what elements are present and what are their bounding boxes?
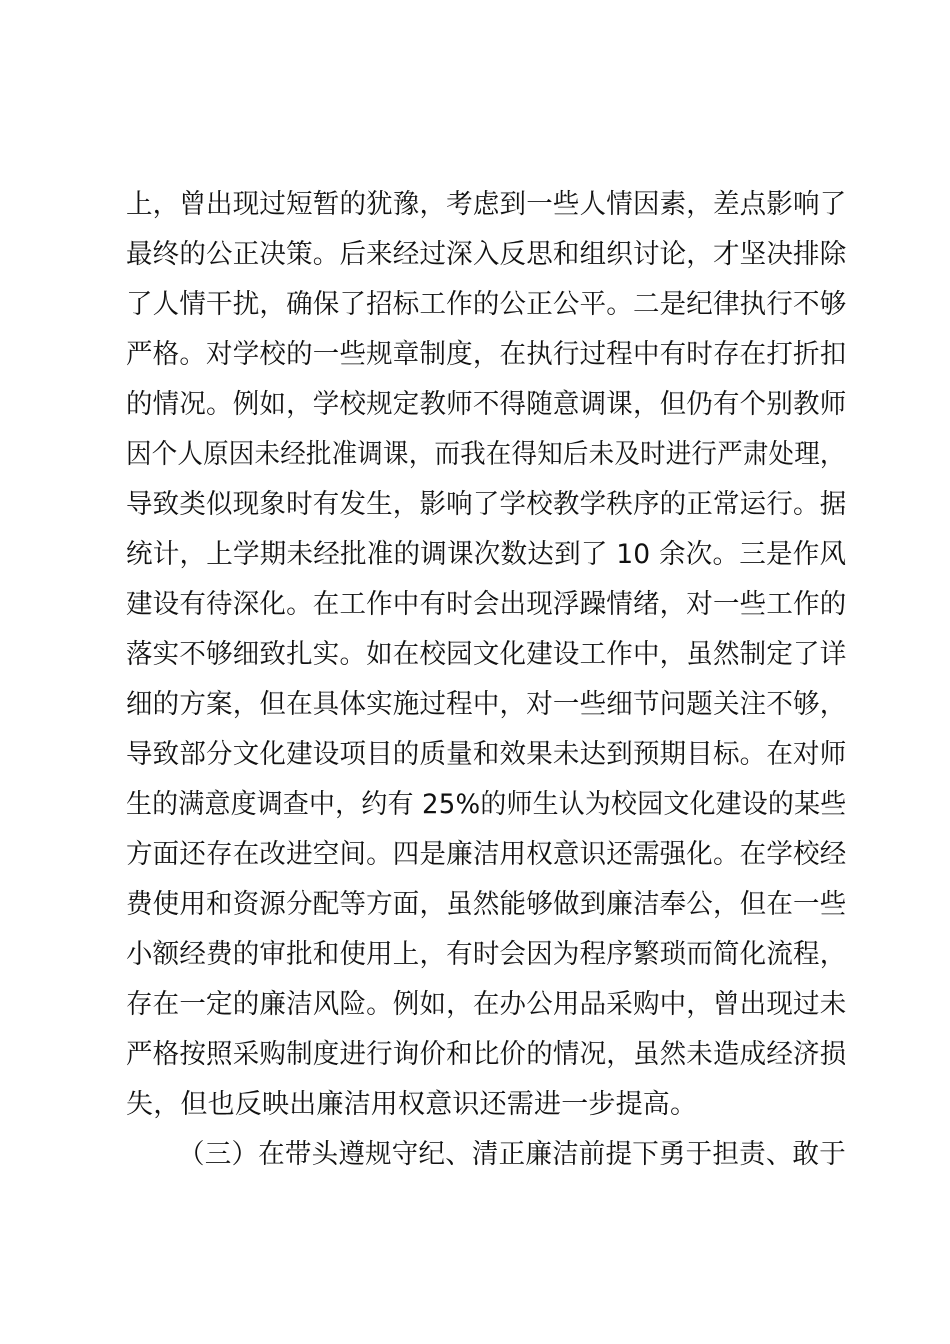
section-heading: （三）在带头遵规守纪、清正廉洁前提下勇于担责、敢于 xyxy=(178,1139,846,1170)
text-line: 小额经费的审批和使用上，有时会因为程序繁琐而简化流程， xyxy=(126,939,847,970)
text-line: 因个人原因未经批准调课，而我在得知后未及时进行严肃处理， xyxy=(126,439,846,470)
text-line: 落实不够细致扎实。如在校园文化建设工作中，虽然制定了详 xyxy=(126,639,847,670)
text-line: 最终的公正决策。后来经过深入反思和组织讨论，才坚决排除 xyxy=(126,239,847,270)
text-line: 存在一定的廉洁风险。例如，在办公用品采购中，曾出现过未 xyxy=(126,989,847,1020)
text-line: 方面还存在改进空间。四是廉洁用权意识还需强化。在学校经 xyxy=(126,839,847,870)
text-line: 的情况。例如，学校规定教师不得随意调课，但仍有个别教师 xyxy=(126,389,847,420)
text-line: 失，但也反映出廉洁用权意识还需进一步提高。 xyxy=(126,1089,698,1120)
text-line: 严格。对学校的一些规章制度，在执行过程中有时存在打折扣 xyxy=(126,339,847,370)
text-line: 细的方案，但在具体实施过程中，对一些细节问题关注不够， xyxy=(126,689,847,720)
text-line: 统计，上学期未经批准的调课次数达到了 10 余次。三是作风 xyxy=(126,539,847,570)
text-line: 建设有待深化。在工作中有时会出现浮躁情绪，对一些工作的 xyxy=(126,589,847,620)
text-line: 导致类似现象时有发生，影响了学校教学秩序的正常运行。据 xyxy=(126,489,847,520)
text-line: 导致部分文化建设项目的质量和效果未达到预期目标。在对师 xyxy=(126,739,847,770)
text-line: 上，曾出现过短暂的犹豫，考虑到一些人情因素，差点影响了 xyxy=(126,189,847,220)
text-line: 费使用和资源分配等方面，虽然能够做到廉洁奉公，但在一些 xyxy=(126,889,847,920)
text-line: 严格按照采购制度进行询价和比价的情况，虽然未造成经济损 xyxy=(126,1039,847,1070)
text-line: 生的满意度调查中，约有 25%的师生认为校园文化建设的某些 xyxy=(126,789,847,820)
text-line: 了人情干扰，确保了招标工作的公正公平。二是纪律执行不够 xyxy=(126,289,847,320)
